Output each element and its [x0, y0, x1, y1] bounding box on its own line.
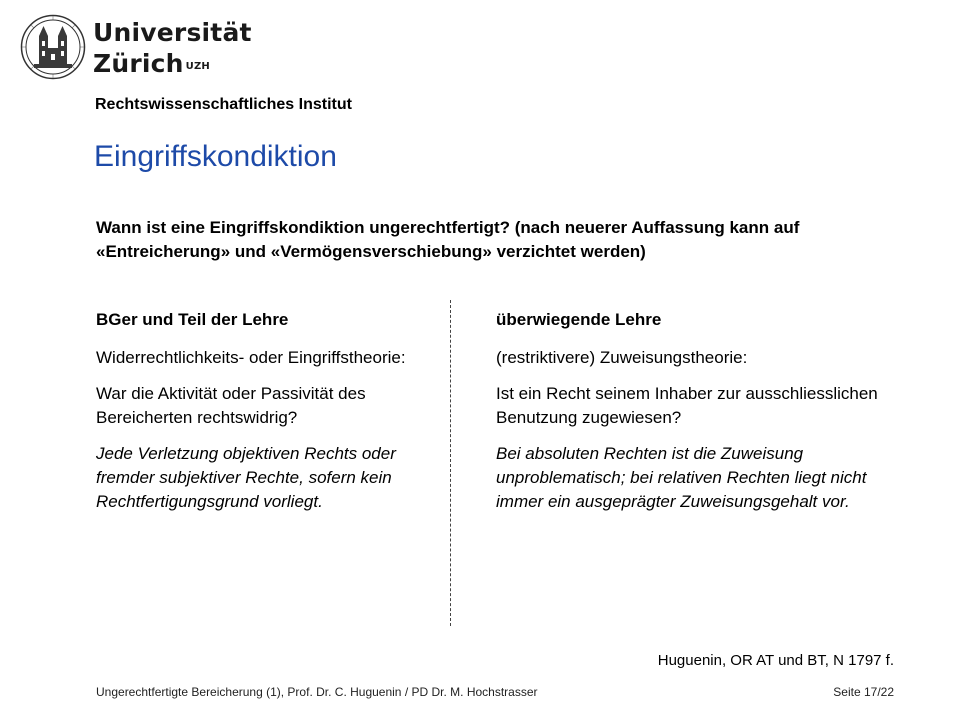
left-column — [96, 308, 426, 526]
slide-title: Eingriffskondiktion — [94, 140, 337, 173]
university-seal-icon — [20, 14, 86, 80]
lead-question: Wann ist eine Eingriffskondiktion ungerechtfertigt? (nach neuerer Auffassung kann auf «Entreicherung» und «Vermögensverschiebung» verzichtet werden) — [96, 218, 800, 261]
right-column-theory: (restriktivere) Zuweisungstheorie: — [496, 348, 748, 367]
column-divider — [450, 300, 451, 626]
left-column-explanation: Jede Verletzung objektiven Rechts oder fremder subjektiver Rechte, sofern kein Rechtfertigungsgrund vorliegt. — [96, 444, 396, 511]
institute-name: Rechtswissenschaftliches Institut — [95, 96, 352, 113]
right-column-question: Ist ein Recht seinem Inhaber zur ausschliesslichen Benutzung zugewiesen? — [496, 384, 878, 427]
university-name-line2: Zürich — [93, 49, 184, 78]
uzh-superscript: UZH — [185, 61, 210, 72]
left-column-theory: Widerrechtlichkeits- oder Eingriffstheorie: — [96, 348, 406, 367]
footer-page-number: Seite 17/22 — [833, 685, 894, 699]
right-column-heading: überwiegende Lehre — [496, 310, 662, 329]
left-column-heading: BGer und Teil der Lehre — [96, 310, 289, 329]
citation: Huguenin, OR AT und BT, N 1797 f. — [657, 652, 894, 669]
left-column-question: War die Aktivität oder Passivität des Bereicherten rechtswidrig? — [96, 384, 366, 427]
right-column — [496, 308, 896, 526]
university-logo — [20, 14, 252, 90]
footer-course-info: Ungerechtfertigte Bereicherung (1), Prof. Dr. C. Huguenin / PD Dr. M. Hochstrasser — [96, 685, 538, 699]
university-name-line1: Universität — [93, 18, 252, 47]
university-name — [93, 17, 252, 79]
right-column-explanation: Bei absoluten Rechten ist die Zuweisung unproblematisch; bei relativen Rechten liegt nicht immer ein ausgeprägter Zuweisungsgehalt vor. — [496, 444, 867, 511]
